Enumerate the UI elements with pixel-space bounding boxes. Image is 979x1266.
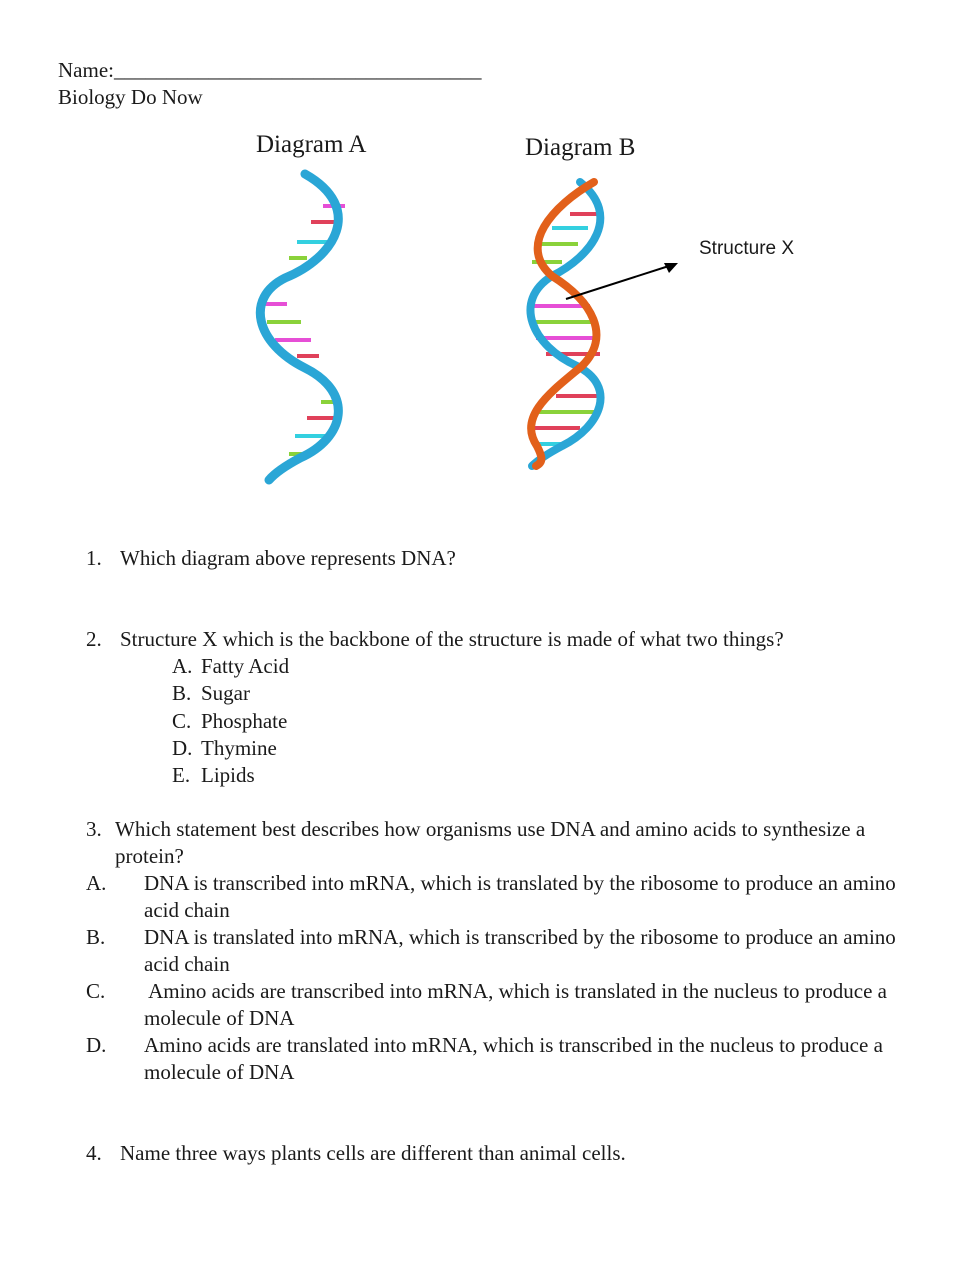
diagram-b-title: Diagram B [525, 134, 636, 161]
option-text: Amino acids are transcribed into mRNA, which is translated in the nucleus to produce a molecule of DNA [144, 979, 887, 1030]
question-number: 4. [86, 1141, 102, 1165]
rung [297, 354, 319, 358]
option-text: Amino acids are translated into mRNA, which is transcribed in the nucleus to produce a molecule of DNA [144, 1033, 883, 1084]
question-text: Name three ways plants cells are different than animal cells. [120, 1141, 626, 1165]
option-text: Sugar [201, 681, 250, 706]
answer-option[interactable] [86, 870, 925, 924]
answer-option[interactable] [86, 1032, 925, 1086]
rung [289, 256, 307, 260]
option-letter: D. [172, 735, 193, 760]
option-letter: D. [86, 1033, 107, 1057]
question-text: Which diagram above represents DNA? [120, 546, 456, 570]
answer-option[interactable] [172, 680, 289, 707]
option-letter: E. [172, 763, 191, 788]
answer-option[interactable] [172, 735, 289, 762]
question-3 [86, 816, 925, 1086]
rung [275, 338, 311, 342]
question-number: 2. [86, 627, 102, 651]
option-text: Phosphate [201, 708, 288, 733]
option-letter: B. [172, 681, 192, 706]
worksheet-subtitle: Biology Do Now [58, 85, 203, 109]
question-text: Which statement best describes how organisms use DNA and amino acids to synthesize a protein? [115, 817, 866, 868]
answer-option[interactable] [86, 924, 925, 978]
rung [570, 212, 600, 216]
structure-x-label: Structure X [699, 238, 795, 259]
answer-option[interactable] [172, 653, 289, 680]
answer-option[interactable] [172, 762, 289, 789]
diagram-a-single-helix [245, 168, 365, 488]
rung [530, 426, 580, 430]
option-text: Lipids [201, 763, 255, 788]
structure-x-arrow [560, 255, 700, 305]
option-letter: C. [172, 708, 192, 733]
name-blank-line[interactable]: ___________________________________ [113, 58, 482, 82]
question-2 [86, 626, 936, 653]
option-text: DNA is transcribed into mRNA, which is translated by the ribosome to produce an amino acid chain [144, 871, 896, 922]
rung [530, 320, 594, 324]
rung [536, 410, 596, 414]
name-field[interactable] [58, 57, 481, 84]
option-letter: A. [86, 871, 107, 895]
question-number: 1. [86, 546, 102, 570]
question-text: Structure X which is the backbone of the structure is made of what two things? [120, 627, 784, 651]
answer-option[interactable] [86, 978, 925, 1032]
question-1 [86, 545, 936, 572]
question-2-options [172, 653, 289, 789]
rung [267, 320, 301, 324]
question-4 [86, 1140, 936, 1167]
answer-option[interactable] [172, 708, 289, 735]
option-letter: B. [86, 925, 106, 949]
option-text: Thymine [201, 735, 277, 760]
option-letter: C. [86, 979, 106, 1003]
rung [536, 242, 578, 246]
rung [556, 394, 600, 398]
diagram-b-double-helix [522, 176, 622, 471]
rung [297, 240, 329, 244]
diagram-a-title: Diagram A [256, 131, 367, 158]
name-label: Name: [58, 58, 114, 82]
option-text: Fatty Acid [201, 654, 290, 678]
option-letter: A. [172, 654, 193, 678]
question-3-number: 3. [86, 817, 102, 841]
rung [265, 302, 287, 306]
option-text: DNA is translated into mRNA, which is transcribed by the ribosome to produce an amino acid chain [144, 925, 896, 976]
rung [552, 226, 588, 230]
